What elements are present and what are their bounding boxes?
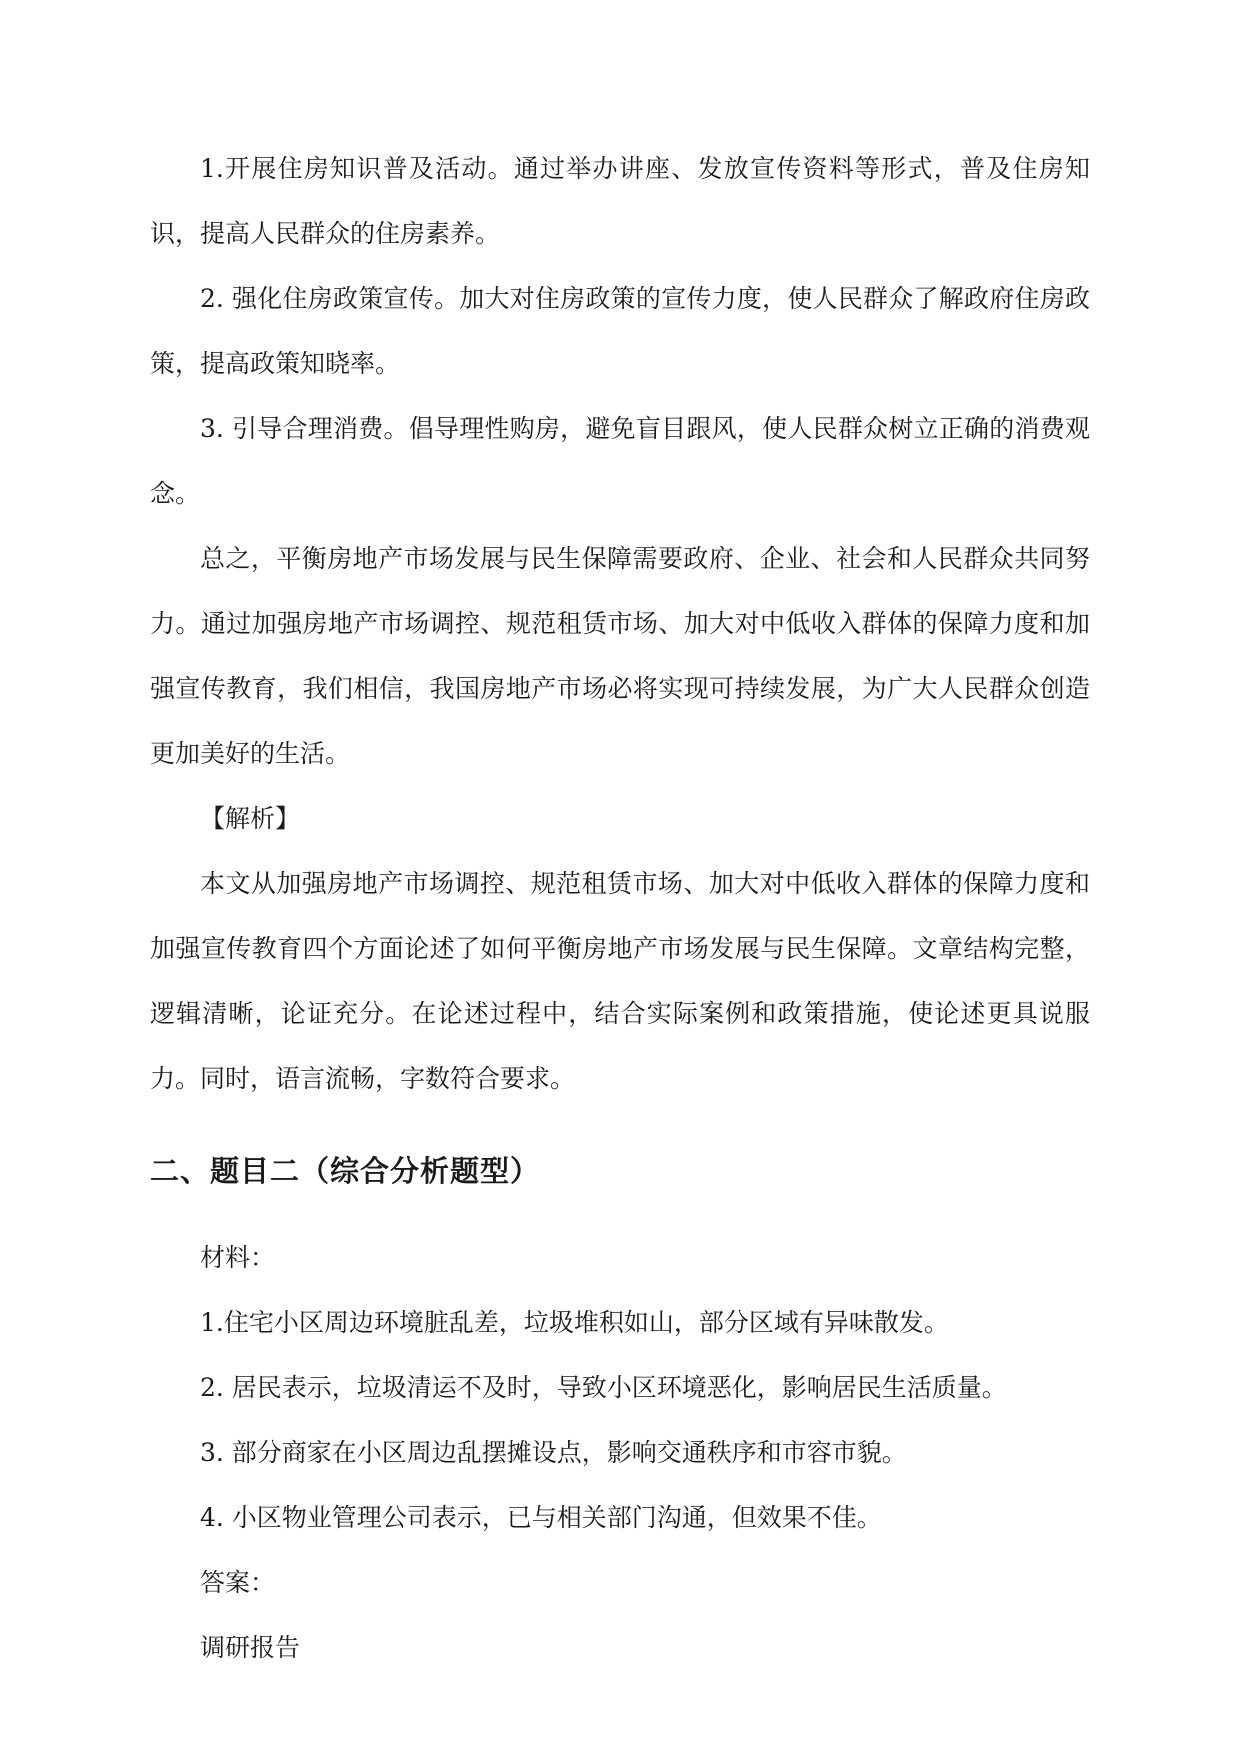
material-item-2: 2. 居民表示，垃圾清运不及时，导致小区环境恶化，影响居民生活质量。 [200, 1373, 1007, 1402]
paragraph-analysis: 本文从加强房地产市场调控、规范租赁市场、加大对中低收入群体的保障力度和加强宣传教育四个方面论述了如何平衡房地产市场发展与民生保障。文章结构完整，逻辑清晰，论证充分。在论述过程中，结合实际案例和政策措施，使论述更具说服力。同时，语言流畅，字数符合要求。 [150, 869, 1090, 1093]
analysis-label: 【解析】 [200, 804, 301, 833]
spacer [150, 1191, 1090, 1225]
answer-title: 调研报告 [200, 1633, 301, 1662]
spacer [150, 1111, 1090, 1151]
material-item-1: 1.住宅小区周边环境脏乱差，垃圾堆积如山，部分区域有异味散发。 [200, 1308, 949, 1337]
material-item-3: 3. 部分商家在小区周边乱摆摊设点，影响交通秩序和市容市貌。 [200, 1438, 907, 1467]
paragraph-policy-publicity: 2. 强化住房政策宣传。加大对住房政策的宣传力度，使人民群众了解政府住房政策，提高政策知晓率。 [150, 284, 1090, 378]
material-label: 材料： [200, 1243, 276, 1272]
paragraph-rational-consumption: 3. 引导合理消费。倡导理性购房，避免盲目跟风，使人民群众树立正确的消费观念。 [150, 414, 1090, 508]
answer-label: 答案： [200, 1568, 276, 1597]
section-heading: 二、题目二（综合分析题型） [150, 1154, 541, 1188]
paragraph-conclusion: 总之，平衡房地产市场发展与民生保障需要政府、企业、社会和人民群众共同努力。通过加强房地产市场调控、规范租赁市场、加大对中低收入群体的保障力度和加强宣传教育，我们相信，我国房地产市场必将实现可持续发展，为广大人民群众创造更加美好的生活。 [150, 544, 1090, 768]
paragraph-housing-knowledge: 1.开展住房知识普及活动。通过举办讲座、发放宣传资料等形式，普及住房知识，提高人民群众的住房素养。 [150, 154, 1090, 248]
document-body [150, 136, 1090, 1680]
material-item-4: 4. 小区物业管理公司表示，已与相关部门沟通，但效果不佳。 [200, 1503, 882, 1532]
